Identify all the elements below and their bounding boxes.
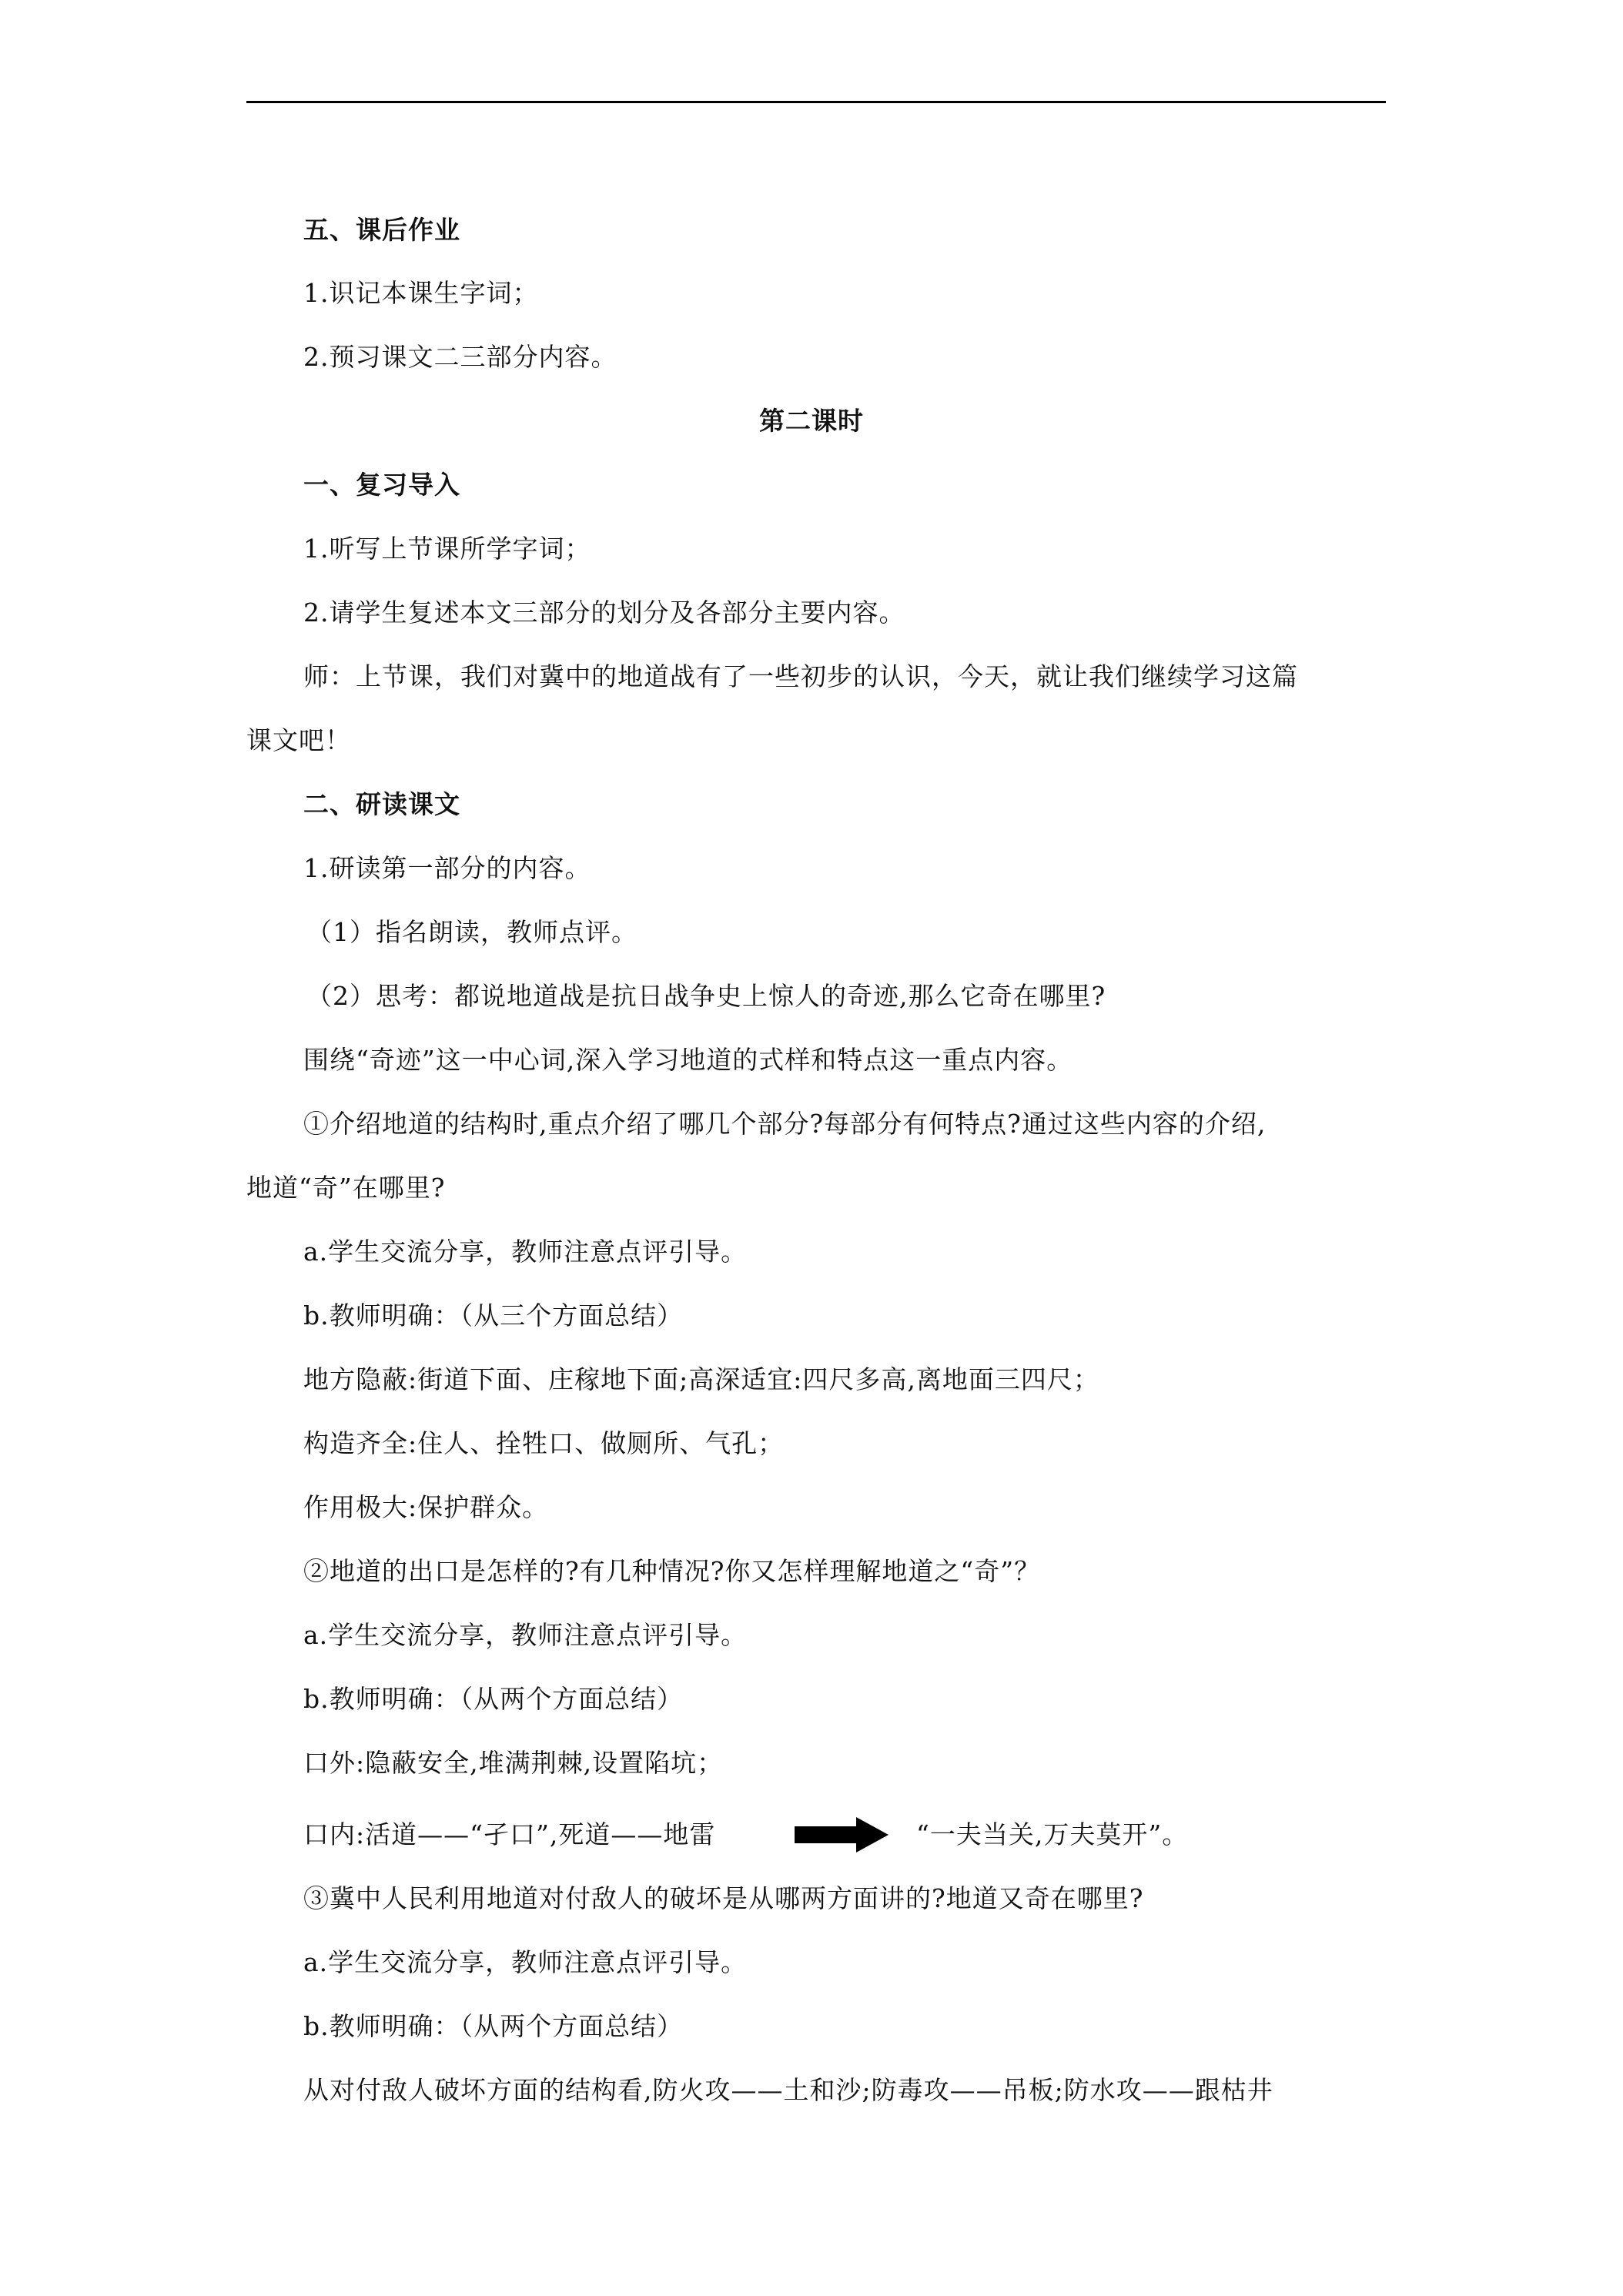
review-item-2: 2.请学生复述本文三部分的划分及各部分主要内容。 bbox=[303, 597, 905, 628]
question-2: ②地道的出口是怎样的?有几种情况?你又怎样理解地道之“奇”？ bbox=[303, 1556, 1041, 1586]
lesson-title: 第二课时 bbox=[759, 406, 864, 436]
question-1-line-2: 地道“奇”在哪里? bbox=[246, 1173, 446, 1203]
q1-step-a: a.学生交流分享，教师注意点评引导。 bbox=[303, 1237, 748, 1267]
q1-step-b: b.教师明确：（从三个方面总结） bbox=[303, 1300, 684, 1330]
study-item-1: 1.研读第一部分的内容。 bbox=[303, 853, 591, 883]
q1-point-location: 地方隐蔽:街道下面、庄稼地下面;高深适宜:四尺多高,离地面三四尺； bbox=[303, 1364, 1099, 1394]
section-heading-review: 一、复习导入 bbox=[303, 470, 460, 500]
question-3: ③冀中人民利用地道对付敌人的破坏是从哪两方面讲的?地道又奇在哪里? bbox=[303, 1883, 1144, 1913]
right-arrow-icon bbox=[795, 1817, 888, 1853]
q2-point-inside: 口内:活道——“孑口”,死道——地雷 bbox=[303, 1819, 716, 1849]
q1-point-function: 作用极大:保护群众。 bbox=[303, 1492, 549, 1522]
q1-point-structure: 构造齐全:住人、拴牲口、做厕所、气孔； bbox=[303, 1428, 785, 1458]
q3-step-a: a.学生交流分享，教师注意点评引导。 bbox=[303, 1947, 748, 1977]
q2-point-outside: 口外:隐蔽安全,堆满荆棘,设置陷坑； bbox=[303, 1748, 724, 1778]
homework-item-1: 1.识记本课生字词； bbox=[303, 278, 539, 308]
study-subitem-1: （1）指名朗读，教师点评。 bbox=[306, 917, 637, 947]
study-focus: 围绕“奇迹”这一中心词,深入学习地道的式样和特点这一重点内容。 bbox=[303, 1045, 1073, 1075]
section-heading-study: 二、研读课文 bbox=[303, 789, 460, 819]
question-1-line-1: ①介绍地道的结构时,重点介绍了哪几个部分?每部分有何特点?通过这些内容的介绍, bbox=[303, 1109, 1267, 1139]
q2-step-b: b.教师明确：（从两个方面总结） bbox=[303, 1684, 684, 1714]
teacher-remark-line-2: 课文吧！ bbox=[246, 725, 351, 755]
q3-point-defense: 从对付敌人破坏方面的结构看,防火攻——土和沙;防毒攻——吊板;防水攻——跟枯井 bbox=[303, 2075, 1273, 2105]
review-item-1: 1.听写上节课所学字词； bbox=[303, 534, 591, 564]
q3-step-b: b.教师明确：（从两个方面总结） bbox=[303, 2011, 684, 2041]
header-rule bbox=[246, 101, 1386, 103]
study-subitem-2: （2）思考：都说地道战是抗日战争史上惊人的奇迹,那么它奇在哪里? bbox=[306, 981, 1106, 1011]
q2-step-a: a.学生交流分享，教师注意点评引导。 bbox=[303, 1620, 748, 1650]
q2-point-inside-conclusion: “一夫当关,万夫莫开”。 bbox=[916, 1819, 1189, 1849]
teacher-remark-line-1: 师：上节课，我们对冀中的地道战有了一些初步的认识，今天，就让我们继续学习这篇 bbox=[303, 661, 1298, 691]
homework-item-2: 2.预习课文二三部分内容。 bbox=[303, 342, 617, 372]
section-heading-homework: 五、课后作业 bbox=[303, 215, 460, 245]
